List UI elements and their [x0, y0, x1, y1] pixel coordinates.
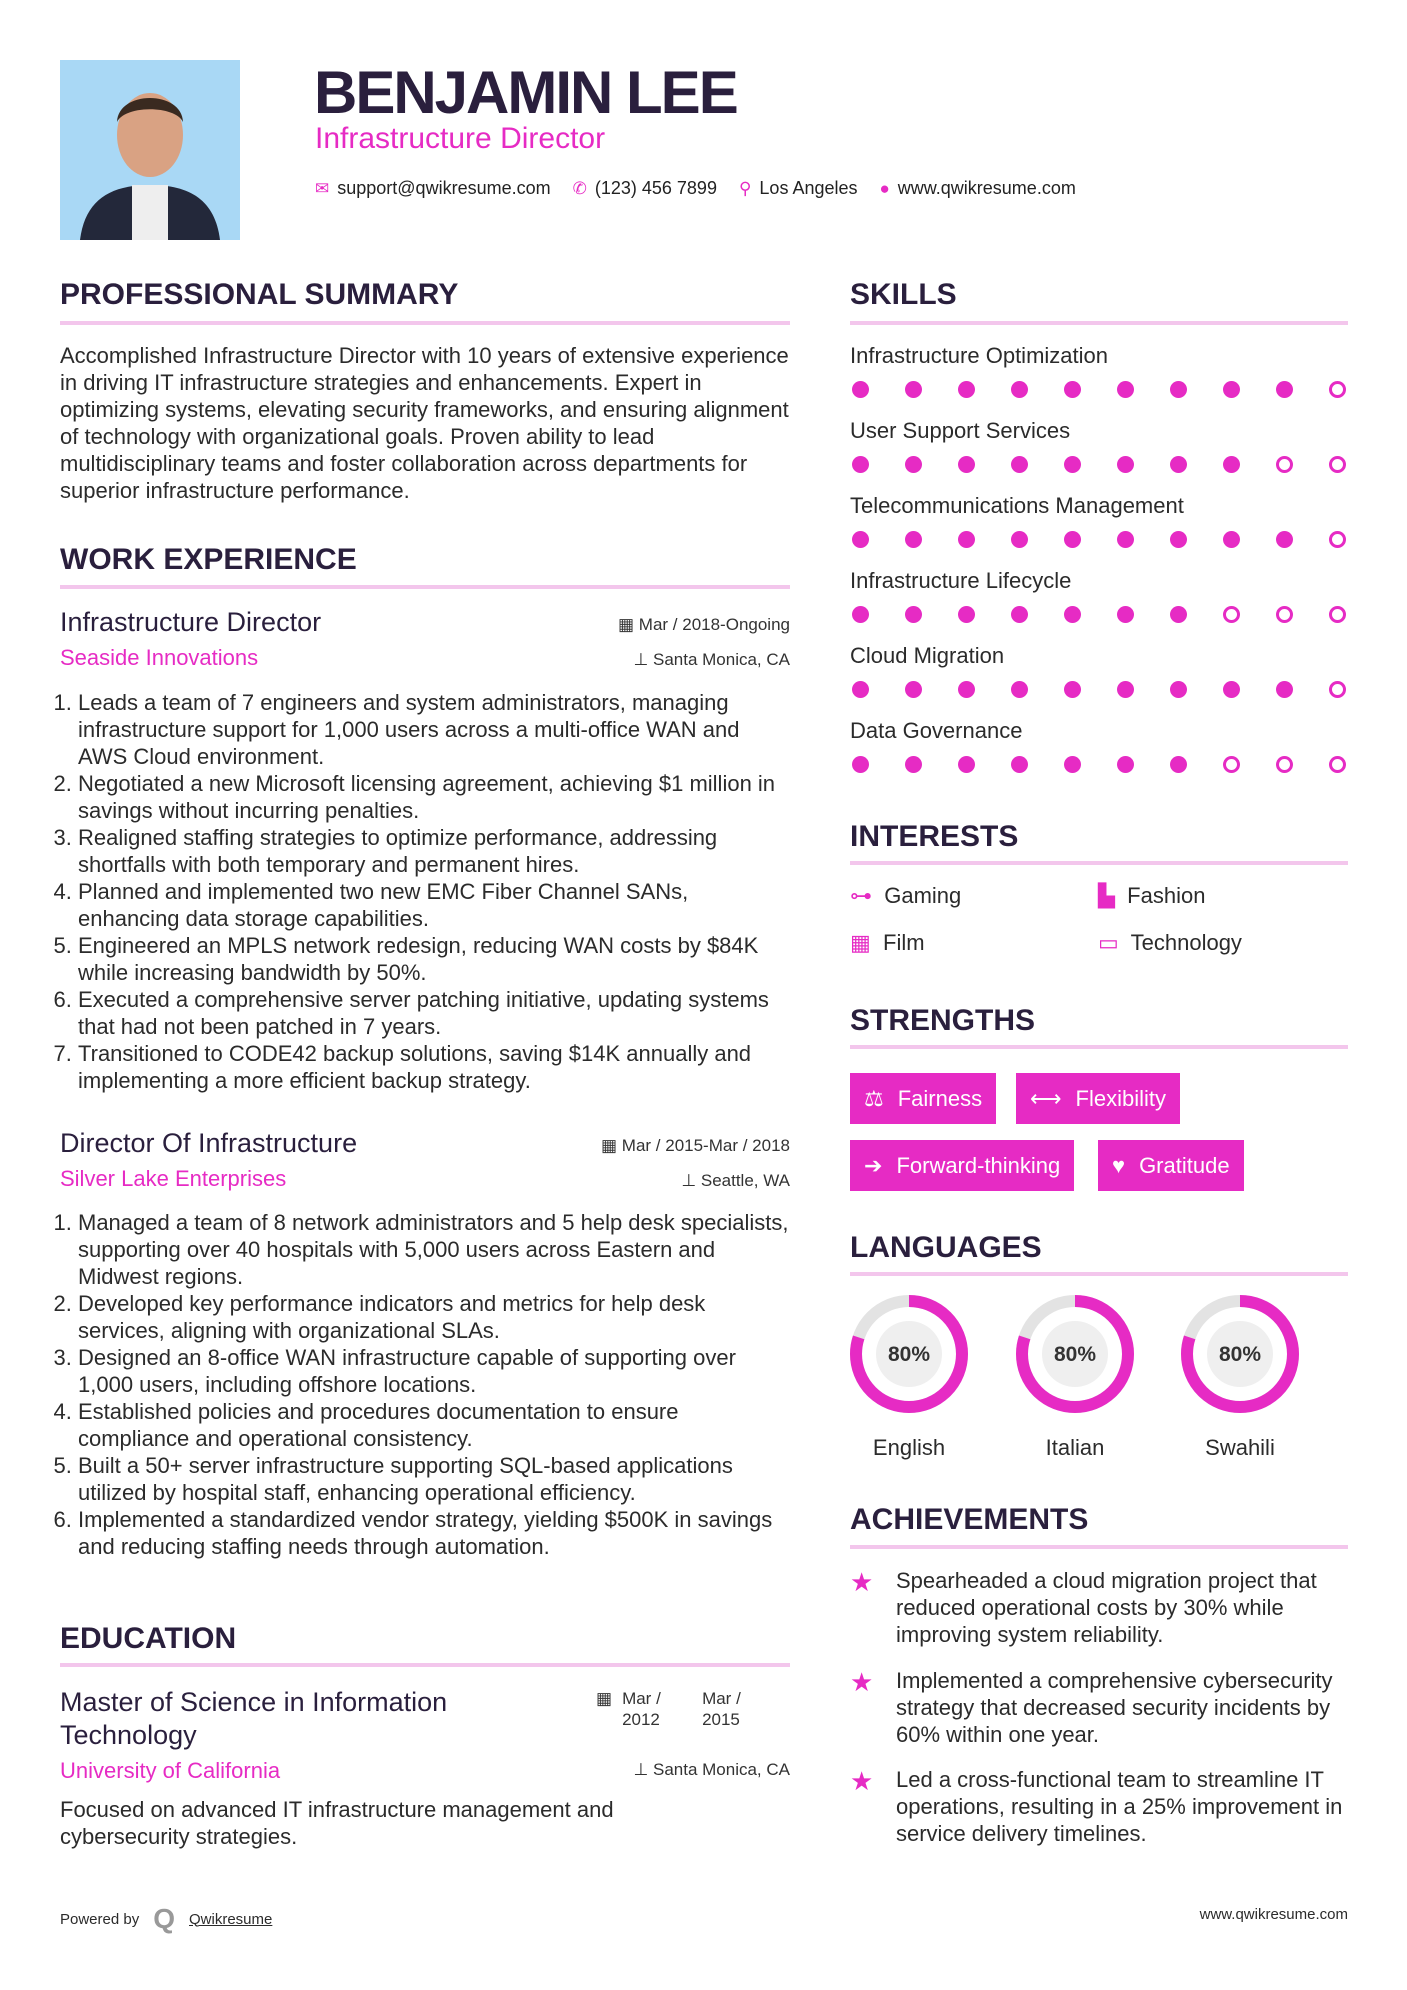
- strength-fairness: ⚖ Fairness: [850, 1073, 996, 1124]
- job-title: Infrastructure Director: [315, 122, 606, 155]
- job-dates: ▦ Mar / 2018-Ongoing: [618, 615, 790, 634]
- candidate-name: BENJAMIN LEE: [314, 59, 737, 126]
- skill-dot: [1117, 456, 1134, 473]
- divider: [60, 585, 790, 589]
- skill-dot: [852, 756, 869, 773]
- skill-dot: [1170, 531, 1187, 548]
- languages-heading: LANGUAGES: [850, 1231, 1042, 1264]
- skill-dot: [1064, 606, 1081, 623]
- skill-name: Telecommunications Management: [850, 493, 1184, 518]
- strengths-heading: STRENGTHS: [850, 1004, 1036, 1037]
- strength-gratitude: ♥ Gratitude: [1098, 1140, 1244, 1191]
- contact-bar: [315, 178, 1076, 199]
- achievement-item: ★ Implemented a comprehensive cybersecurity strategy that decreased security incidents by 60% within one year.: [850, 1667, 1333, 1747]
- pin-icon: ⊥: [633, 650, 649, 669]
- phone-icon: ✆: [572, 178, 587, 198]
- summary-heading: PROFESSIONAL SUMMARY: [60, 278, 459, 311]
- pin-icon: ⊥: [681, 1171, 697, 1190]
- job-location: ⊥ Seattle, WA: [681, 1171, 790, 1190]
- skill-dot: [905, 456, 922, 473]
- degree: Master of Science in Information Technology: [60, 1687, 448, 1750]
- map-pin-icon: ⚲: [738, 178, 752, 198]
- language-name: Swahili: [1205, 1435, 1275, 1460]
- list-item: 2. Negotiated a new Microsoft licensing agreement, achieving $1 million in savings without incurring penalties.: [78, 770, 790, 824]
- skill-dot: [1223, 756, 1240, 773]
- skill-dot: [1170, 381, 1187, 398]
- language-ring: [1013, 1292, 1137, 1416]
- skill-name: Data Governance: [850, 718, 1023, 743]
- skill-dot: [1276, 681, 1293, 698]
- skill-dot: [1329, 606, 1346, 623]
- skill-dot: [1011, 456, 1028, 473]
- arrow-right-icon: ➔: [864, 1152, 883, 1178]
- list-item: 1. Managed a team of 8 network administrators and 5 help desk specialists, supporting over 40 hospitals with 5,000 users across Eastern and Midwest regions.: [78, 1209, 790, 1290]
- skill-dot: [1276, 606, 1293, 623]
- language-ring: [1178, 1292, 1302, 1416]
- skill-dot: [958, 756, 975, 773]
- skill-dot: [905, 381, 922, 398]
- skill-name: Cloud Migration: [850, 643, 1005, 668]
- envelope-icon: ✉: [315, 178, 330, 198]
- skill-dot: [852, 606, 869, 623]
- skill-dot: [958, 456, 975, 473]
- list-item: 4. Established policies and procedures documentation to ensure compliance and operational consistency.: [78, 1398, 790, 1452]
- email[interactable]: support@qwikresume.com: [337, 178, 551, 198]
- start-date: Mar / 2012: [622, 1689, 661, 1729]
- star-icon: ★: [850, 1766, 874, 1796]
- language-percent: 80%: [887, 1343, 931, 1366]
- skill-dot: [1329, 456, 1346, 473]
- skill-dot: [1329, 381, 1346, 398]
- interest-technology: ▭ Technology: [1098, 930, 1242, 955]
- profile-photo: [60, 60, 240, 240]
- skill-dot: [1064, 756, 1081, 773]
- skill-dot: [852, 531, 869, 548]
- language-item: [1013, 1292, 1137, 1461]
- language-name: English: [872, 1435, 946, 1460]
- achievement-item: ★ Spearheaded a cloud migration project that reduced operational costs by 30% while improving system reliability.: [850, 1567, 1317, 1647]
- education-heading: EDUCATION: [60, 1622, 237, 1655]
- skill-name: User Support Services: [850, 418, 1071, 443]
- skill-dot: [852, 381, 869, 398]
- heart-icon: ♥: [1112, 1152, 1126, 1178]
- skill-dot: [958, 531, 975, 548]
- skill-dot: [1117, 756, 1134, 773]
- skill-dot: [905, 756, 922, 773]
- list-item: 4. Planned and implemented two new EMC Fiber Channel SANs, enhancing data storage capabilities.: [78, 878, 790, 932]
- list-item: 5. Built a 50+ server infrastructure supporting SQL-based applications utilized by hospital staff, enhancing operational efficiency.: [78, 1452, 790, 1506]
- skill-dot: [1170, 606, 1187, 623]
- skill-dot: [1117, 531, 1134, 548]
- language-ring: [847, 1292, 971, 1416]
- skill-name: Infrastructure Lifecycle: [850, 568, 1072, 593]
- strength-forward-thinking: ➔ Forward-thinking: [850, 1140, 1074, 1191]
- website[interactable]: www.qwikresume.com: [897, 178, 1076, 198]
- powered-label: Powered by: [60, 1910, 140, 1928]
- end-date: Mar / 2015: [702, 1689, 741, 1729]
- list-item: 3. Designed an 8-office WAN infrastructure capable of supporting over 1,000 users, including offshore locations.: [78, 1344, 790, 1398]
- skill-dot: [905, 681, 922, 698]
- job-location: ⊥ Santa Monica, CA: [633, 650, 790, 669]
- education-description: Focused on advanced IT infrastructure management and cybersecurity strategies.: [60, 1797, 614, 1849]
- divider: [60, 321, 790, 325]
- skill-dot: [1329, 681, 1346, 698]
- job-dates: ▦ Mar / 2015-Mar / 2018: [601, 1136, 790, 1155]
- bag-icon: ▙: [1098, 883, 1115, 908]
- company-name: Seaside Innovations: [60, 645, 259, 670]
- skill-dot: [958, 681, 975, 698]
- calendar-icon: ▦: [601, 1136, 618, 1155]
- skill-dot: [1276, 381, 1293, 398]
- phone: (123) 456 7899: [594, 178, 717, 198]
- skill-dot: [1011, 381, 1028, 398]
- footer-powered: [60, 1903, 272, 1935]
- arrows-horizontal-icon: ⟷: [1030, 1085, 1062, 1111]
- skill-dot: [1064, 681, 1081, 698]
- education-location: ⊥ Santa Monica, CA: [633, 1760, 790, 1779]
- skill-dot: [1223, 681, 1240, 698]
- gamepad-icon: ⊶: [850, 883, 872, 908]
- list-item: 3. Realigned staffing strategies to optimize performance, addressing shortfalls with both temporary and permanent hires.: [78, 824, 790, 878]
- skill-dot: [1064, 456, 1081, 473]
- skills-heading: SKILLS: [850, 278, 957, 311]
- skill-dot: [1170, 756, 1187, 773]
- skill-dot: [1117, 606, 1134, 623]
- responsibilities-list: [60, 689, 790, 1094]
- strength-flexibility: ⟷ Flexibility: [1016, 1073, 1180, 1124]
- film-icon: ▦: [850, 930, 871, 955]
- calendar-icon: ▦: [618, 615, 635, 634]
- skill-dot: [852, 681, 869, 698]
- skill-dot: [1223, 381, 1240, 398]
- skill-dot: [1223, 456, 1240, 473]
- skill-dot: [958, 381, 975, 398]
- list-item: 2. Developed key performance indicators and metrics for help desk services, aligning with organizational SLAs.: [78, 1290, 790, 1344]
- position-title: Director Of Infrastructure: [60, 1128, 358, 1158]
- skill-dot: [905, 531, 922, 548]
- achievement-item: ★ Led a cross-functional team to streamline IT operations, resulting in a 25% improvement in service delivery timelines.: [850, 1766, 1343, 1846]
- list-item: 6. Implemented a standardized vendor strategy, yielding $500K in savings and reducing staffing needs through automation.: [78, 1506, 790, 1560]
- skill-dot: [1011, 606, 1028, 623]
- divider: [850, 1272, 1348, 1276]
- experience-heading: WORK EXPERIENCE: [60, 543, 357, 576]
- position-title: Infrastructure Director: [60, 607, 322, 637]
- divider: [850, 321, 1348, 325]
- interests-heading: INTERESTS: [850, 820, 1019, 853]
- skill-dot: [1329, 531, 1346, 548]
- language-item: [1178, 1292, 1302, 1461]
- skill-dot: [1170, 681, 1187, 698]
- skill-dot: [1223, 606, 1240, 623]
- language-percent: 80%: [1053, 1343, 1097, 1366]
- list-item: 6. Executed a comprehensive server patching initiative, updating systems that had not been patched in 7 years.: [78, 986, 790, 1040]
- skill-dot: [1064, 381, 1081, 398]
- language-percent: 80%: [1218, 1343, 1262, 1366]
- divider: [60, 1663, 790, 1667]
- skill-dot: [1276, 456, 1293, 473]
- skill-dot: [1223, 531, 1240, 548]
- skill-dot: [1117, 681, 1134, 698]
- language-item: [847, 1292, 971, 1461]
- brand-link[interactable]: Qwikresume: [189, 1910, 273, 1928]
- qwikresume-logo-icon: Q: [153, 1903, 175, 1934]
- divider: [850, 1545, 1348, 1549]
- skill-name: Infrastructure Optimization: [850, 343, 1108, 368]
- skill-dot: [1276, 756, 1293, 773]
- skill-dot: [1117, 381, 1134, 398]
- list-item: 7. Transitioned to CODE42 backup solutions, saving $14K annually and implementing a more efficient backup strategy.: [78, 1040, 790, 1094]
- skill-dot: [1276, 531, 1293, 548]
- summary-text: Accomplished Infrastructure Director with 10 years of extensive experience in driving IT infrastructure strategies and enhancements. Expert in optimizing systems, elevating security frameworks, and ensuring alignment of technology with organizational goals. Proven ability to lead multidisciplinary teams and foster collaboration across departments for superior infrastructure performance.: [60, 343, 789, 503]
- interest-gaming: ⊶ Gaming: [850, 883, 962, 908]
- skill-dot: [958, 606, 975, 623]
- list-item: 1. Leads a team of 7 engineers and system administrators, managing infrastructure support for 1,000 users across a multi-office WAN and AWS Cloud environment.: [78, 689, 790, 770]
- divider: [850, 1045, 1348, 1049]
- skill-dot: [1011, 681, 1028, 698]
- laptop-icon: ▭: [1098, 930, 1119, 955]
- responsibilities-list: [60, 1209, 790, 1560]
- globe-icon: ●: [879, 178, 890, 198]
- interest-fashion: ▙ Fashion: [1098, 883, 1206, 908]
- skill-dot: [1329, 756, 1346, 773]
- skill-dot: [852, 456, 869, 473]
- skill-dot: [1170, 456, 1187, 473]
- company-name: Silver Lake Enterprises: [60, 1166, 287, 1191]
- school: University of California: [60, 1758, 281, 1783]
- skill-dot: [1011, 756, 1028, 773]
- scale-icon: ⚖: [864, 1085, 884, 1111]
- star-icon: ★: [850, 1567, 874, 1597]
- list-item: 5. Engineered an MPLS network redesign, reducing WAN costs by $84K while increasing bandwidth by 50%.: [78, 932, 790, 986]
- footer-site[interactable]: www.qwikresume.com: [1199, 1906, 1348, 1923]
- skill-dot: [1064, 531, 1081, 548]
- interest-film: ▦ Film: [850, 930, 925, 955]
- calendar-icon: ▦: [596, 1689, 613, 1708]
- language-name: Italian: [1045, 1435, 1105, 1460]
- skill-dot: [905, 606, 922, 623]
- skill-dot: [1011, 531, 1028, 548]
- divider: [850, 861, 1348, 865]
- education-dates: [596, 1688, 772, 1730]
- achievements-heading: ACHIEVEMENTS: [850, 1503, 1089, 1536]
- location: Los Angeles: [759, 178, 858, 198]
- star-icon: ★: [850, 1667, 874, 1697]
